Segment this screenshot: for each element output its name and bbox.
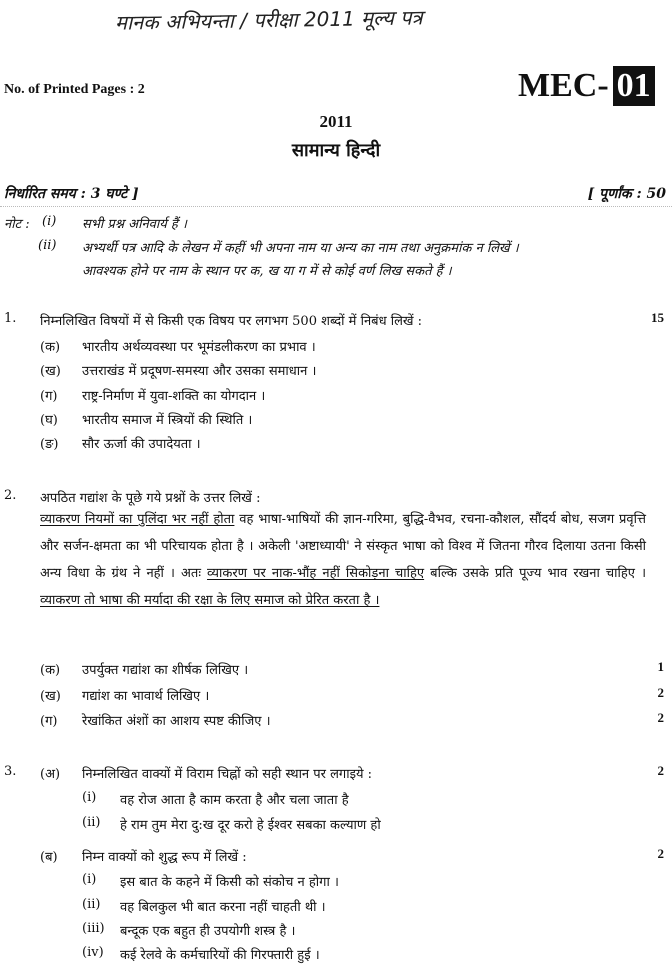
question-marks: 15 xyxy=(651,310,664,325)
option-label: (घ) xyxy=(40,413,58,428)
item-number: (i) xyxy=(82,872,97,887)
exam-year: 2011 xyxy=(319,112,353,131)
underlined-phrase: व्याकरण पर नाक-भौंह नहीं सिकोड़ना चाहिए xyxy=(207,566,425,581)
option-text: राष्ट्र-निर्माण में युवा-शक्ति का योगदान । xyxy=(82,389,266,404)
sub-question-marks: 2 xyxy=(657,846,664,861)
paper-code-text: MEC- xyxy=(518,67,609,104)
sub-question-text: निम्नलिखित वाक्यों में विराम चिह्नों को सही स्थान पर लगाइये : xyxy=(82,767,373,782)
paper-code-number: 01 xyxy=(613,66,655,106)
question-text: निम्नलिखित विषयों में से किसी एक विषय पर लगभग 500 शब्दों में निबंध लिखें : xyxy=(40,314,423,329)
option-label: (ग) xyxy=(40,389,58,404)
option-text: उत्तराखंड में प्रदूषण-समस्या और उसका समाधान । xyxy=(82,364,317,379)
sub-question-text: उपर्युक्त गद्यांश का शीर्षक लिखिए । xyxy=(82,663,249,678)
item-text: कई रेलवे के कर्मचारियों की गिरफ्तारी हुई । xyxy=(120,948,320,963)
sub-question-text: निम्न वाक्यों को शुद्ध रूप में लिखें : xyxy=(82,850,247,865)
note-item-number: (ii) xyxy=(38,238,57,253)
note-item-text: अभ्यर्थी पत्र आदि के लेखन में कहीं भी अपना नाम या अन्य का नाम तथा अनुक्रमांक न लिखें । xyxy=(82,241,519,256)
passage-text: वह भाषा-भाषियों की ज्ञान-गरिमा, बुद्धि-वैभव, रचना-कौशल, सौंदर्य बोध, सजग प्रवृत्ति और सर्जन-क्षमता का भी परिचायक होता है । अकेली 'अष्टाध्यायी' ने संस्कृत भाषा को विश्व में जितना गौरव दिलाया उतना किसी अन्य विधा के ग्रंथ ने नहीं । अतः xyxy=(40,512,646,581)
sub-question-marks: 2 xyxy=(657,685,664,700)
printed-pages-label: No. of Printed Pages : 2 xyxy=(4,82,145,97)
subject-title: सामान्य हिन्दी xyxy=(291,140,381,161)
sub-question-text: गद्यांश का भावार्थ लिखिए । xyxy=(82,689,210,704)
question-number: 1. xyxy=(4,311,17,326)
item-text: हे राम तुम मेरा दु:ख दूर करो हे ईश्वर सबका कल्याण हो xyxy=(120,818,381,833)
item-text: वह रोज आता है काम करता है और चला जाता है xyxy=(120,793,349,808)
time-allowed: निर्धारित समय : 3 घण्टे ] xyxy=(4,186,139,202)
sub-question-label: (क) xyxy=(40,663,61,678)
option-text: भारतीय अर्थव्यवस्था पर भूमंडलीकरण का प्रभाव । xyxy=(82,340,316,355)
sub-question-marks: 2 xyxy=(657,763,664,778)
header-divider xyxy=(0,206,672,207)
option-label: (ख) xyxy=(40,364,61,379)
sub-question-label: (ख) xyxy=(40,689,61,704)
option-text: सौर ऊर्जा की उपादेयता । xyxy=(82,437,201,452)
handwritten-note: मानक अभियन्ता / परीक्षा 2011 मूल्य पत्र xyxy=(114,5,423,35)
sub-question-label: (अ) xyxy=(40,767,61,782)
item-number: (i) xyxy=(82,790,97,805)
passage-text: बल्कि उसके प्रति पूज्य भाव रखना चाहिए । xyxy=(424,566,646,581)
item-number: (ii) xyxy=(82,897,101,912)
question-number: 2. xyxy=(4,488,17,503)
item-number: (iv) xyxy=(82,945,104,960)
question-number: 3. xyxy=(4,764,17,779)
underlined-phrase: व्याकरण नियमों का पुलिंदा भर नहीं होता xyxy=(40,512,235,527)
sub-question-label: (ब) xyxy=(40,850,58,865)
sub-question-marks: 1 xyxy=(657,659,664,674)
item-text: इस बात के कहने में किसी को संकोच न होगा । xyxy=(120,875,339,890)
paper-code xyxy=(518,66,655,106)
option-label: (क) xyxy=(40,340,61,355)
note-item-text: सभी प्रश्न अनिवार्य हैं । xyxy=(82,217,187,232)
option-label: (ङ) xyxy=(40,437,59,452)
item-number: (iii) xyxy=(82,921,105,936)
note-continuation: आवश्यक होने पर नाम के स्थान पर क, ख या ग में से कोई वर्ण लिख सकते हैं । xyxy=(82,264,452,279)
sub-question-text: रेखांकित अंशों का आशय स्पष्ट कीजिए । xyxy=(82,714,271,729)
option-text: भारतीय समाज में स्त्रियों की स्थिति । xyxy=(82,413,253,428)
item-text: वह बिलकुल भी बात करना नहीं चाहती थी । xyxy=(120,900,326,915)
question-text: अपठित गद्यांश के पूछे गये प्रश्नों के उत्तर लिखें : xyxy=(40,491,261,506)
underlined-phrase: व्याकरण तो भाषा की मर्यादा की रक्षा के लिए समाज को प्रेरित करता है । xyxy=(40,593,380,608)
note-item-number: (i) xyxy=(42,214,57,229)
comprehension-passage xyxy=(40,506,646,614)
note-label: नोट : xyxy=(4,217,30,232)
sub-question-label: (ग) xyxy=(40,714,58,729)
sub-question-marks: 2 xyxy=(657,710,664,725)
item-number: (ii) xyxy=(82,815,101,830)
maximum-marks: [ पूर्णांक : 50 xyxy=(587,186,666,202)
item-text: बन्दूक एक बहुत ही उपयोगी शस्त्र है । xyxy=(120,924,296,939)
